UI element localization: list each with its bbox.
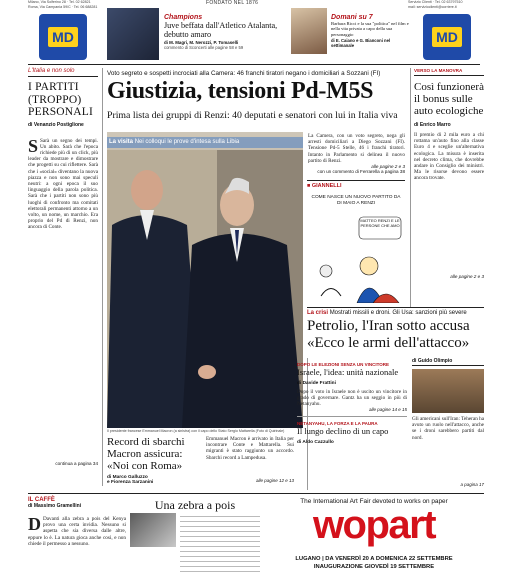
cartoon-caption: COME NASCE UN NUOVO PARTITO DA DI MAIO A RENZI	[311, 195, 401, 206]
ad-tagline: The International Art Fair devoted to works on paper	[300, 498, 448, 505]
iran-deck: Mostrati missili e droni. Gli Usa: sanzioni più severe	[329, 310, 467, 316]
photo-caption-top: Nei colloqui le prove d'intesa sulla Libia	[134, 139, 240, 145]
macron-text	[206, 436, 294, 483]
teaser-right[interactable]	[331, 14, 413, 48]
olimpio-page[interactable]: a pagina 17	[460, 482, 484, 487]
macron-body: Emmanuel Macron è arrivato in Italia per incontrare Conte e Mattarella. Sui migranti è stato raggiunto un accordo. Sbarchi record a Lampedusa.	[206, 436, 294, 461]
address-line: Roma, Via Campania 59/C · Tel. 06 688281	[28, 4, 98, 9]
masthead-address-left	[28, 0, 118, 9]
right-column	[414, 68, 484, 279]
teaser-page: commento di Sconcerti alle pagine 58 e 59	[164, 45, 244, 50]
israel-kicker: DOPO LE ELEZIONI SENZA UN VINCITORE	[297, 362, 390, 367]
cartoon-label-text: GIANNELLI	[311, 183, 342, 189]
macron-headline[interactable]: Record di sbarchi Macron assicura: «Noi con Roma»	[107, 436, 185, 472]
zebra-photo	[130, 513, 176, 547]
section-label: VERSO LA MANOVRA	[414, 68, 484, 76]
teaser-left[interactable]	[164, 14, 289, 50]
side-more[interactable]: con un commento di Ferrarella a pagina 38	[317, 169, 405, 175]
photo-credit: Il presidente francese Emmanuel Macron (a sinistra) con il capo dello Stato Sergio Mattarella (Foto di Quirinale)	[107, 429, 285, 433]
macron-page[interactable]: alle pagine 12 e 13	[255, 478, 294, 483]
caffe-text: Davanti alla zebra a pois del Kenya provo una certa invidia. Nessuno si aspetta che sia diversa dalle altre, eppure lo è. La natura gioca anche così, e non chiede il permesso a nessuno.	[28, 516, 126, 547]
photo-kicker-bar	[107, 137, 303, 148]
teaser-title: Barbara Ricci e la sua "politica" nel film e nella vita privata a capo della sua personaggio	[331, 21, 409, 37]
masthead-divider	[28, 64, 480, 65]
caffe-label: IL CAFFÈ	[28, 497, 55, 503]
main-side-text	[308, 133, 405, 174]
caffe-title[interactable]: Una zebra a pois	[154, 498, 236, 512]
ad-line-2: INAUGURAZIONE GIOVEDÌ 19 SETTEMBRE	[313, 564, 435, 570]
teaser-photo-left	[107, 8, 159, 60]
cartoon-label: ■ GIANNELLI	[307, 183, 342, 189]
teaser-byline: di M. Magri, M. Nerozzi, P. Tomaselli	[164, 40, 239, 45]
netanyahu-kicker: NETANYAHU, LA FORZA E LA PAURA	[297, 421, 378, 427]
side-body: La Camera, con un voto segreto, nega gli arresti domiciliari a Diego Sozzani (FI). Tensione Pd-5 Stelle, 46 i franchi tiratori. Intanto in Parlamento si delinea il nuovo partito di Renzi.	[308, 133, 405, 164]
dropcap: S	[28, 137, 39, 156]
ad-line-1: LUGANO | DA VENERDÌ 20 A DOMENICA 22 SETTEMBRE	[295, 556, 453, 562]
israel-byline: di Davide Frattini	[297, 380, 336, 386]
right-byline: di Enrico Marro	[414, 122, 451, 128]
olimpio-photo	[412, 369, 484, 413]
logo-text: MD	[48, 27, 78, 47]
teaser-byline: di E. Caiano e G. Bianconi nel settimanale	[331, 38, 391, 49]
caffe-byline: di Massimo Gramellini	[28, 503, 82, 509]
logo-text: MD	[432, 27, 462, 47]
cartoon-bubble: MATTEO RENZI E LE PERSONE CHE AMO	[360, 218, 400, 228]
caffe-body	[28, 516, 126, 576]
ad-wopart[interactable]	[264, 497, 484, 580]
md-logo-left	[39, 14, 87, 60]
main-deck: Voto segreto e sospetti incrociati alla Camera: 46 franchi tiratori negano i domiciliari a Sozzani (FI)	[107, 70, 381, 77]
israel-story	[297, 362, 407, 445]
teaser-photo-right	[291, 8, 327, 54]
olimpio-byline: di Guido Olimpio	[412, 358, 484, 366]
teaser-kicker: Domani su 7	[331, 14, 373, 21]
founded-label: FONDATO NEL 1876	[206, 0, 259, 6]
caffe-body-cont	[180, 516, 260, 576]
macron-story	[107, 436, 203, 485]
divider	[297, 416, 407, 417]
editorial-text: Sarà un segno dei tempi. Un abito. Sarà che l'epoca richiede più di un click, più leader da mostrare e dimostrare che progetti su cui riflettere. Sarà che i «social» diventano la nuova piazza e non sono mai speculi neutri: a ogni epoca il suo linguaggio della parola politica. Sarà che i partiti non sono più luoghi di confronto ma comitati elettorali permanenti attorno a un volto, un nome, un marchio. Era proprio del Pd di Renzi, non ancora di Conte.	[28, 137, 98, 231]
dropcap: D	[28, 516, 41, 534]
masthead-address-right	[408, 0, 498, 9]
olimpio-story	[412, 358, 484, 487]
olimpio-body: Gli americani sull'Iran: Teheran ha avuto un ruolo nell'attacco, anche se i droni sarebbero partiti dal nord.	[412, 416, 484, 441]
macron-byline-2: e Fiorenza Sarzanini	[107, 480, 154, 485]
editorial-title[interactable]: I PARTITI (TROPPO) PERSONALI	[28, 81, 94, 118]
continue-link[interactable]: continua a pagina 34	[55, 460, 98, 466]
photo-kicker: La visita	[109, 139, 134, 145]
address-line: Milano, Via Solferino 28 · Tel. 02 62821	[28, 0, 91, 4]
editorial-body	[28, 138, 98, 458]
address-line: mail: servizioclienti@corriere.it	[408, 4, 457, 9]
israel-headline[interactable]: Israele, l'idea: unità nazionale	[297, 367, 399, 377]
right-page[interactable]: alle pagine 2 e 3	[450, 274, 484, 279]
editorial-byline: di Venanzio Postiglione	[28, 121, 84, 128]
side-page[interactable]: alle pagine 2 e 3	[371, 164, 405, 170]
section-divider	[307, 307, 484, 308]
macron-byline-1: di Marco Galluzzo	[107, 475, 148, 480]
right-title[interactable]: Così funzionerà il bonus sulle auto ecologiche	[414, 81, 484, 117]
cartoon-box	[307, 180, 405, 305]
teaser-kicker: Champions	[164, 14, 203, 21]
israel-page[interactable]: alle pagine 14 e 15	[368, 407, 407, 413]
main-subhead: Prima lista dei gruppi di Renzi: 40 deputati e senatori con lui in Italia viva	[107, 110, 398, 121]
israel-body: Dopo il voto in Israele non è uscito un vincitore in grado di governare. Gantz ha un seggio in più di Netanyahu.	[297, 388, 407, 407]
column-divider	[102, 68, 103, 486]
main-photo[interactable]	[107, 132, 303, 428]
iran-headline[interactable]: Petrolio, l'Iran sotto accusa «Ecco le armi dell'attacco»	[307, 318, 470, 351]
iran-story	[307, 310, 484, 351]
md-logo-right	[423, 14, 471, 60]
netanyahu-headline[interactable]: Il lungo declino di un capo	[297, 426, 389, 437]
netanyahu-byline: di Aldo Cazzullo	[297, 439, 334, 445]
column-divider	[410, 68, 411, 308]
teaser-title: Juve beffata dall'Atletico Atalanta, debutto amaro	[164, 21, 278, 39]
right-body: Il premio di 2 mila euro a chi rottama un'auto fino alla classe Euro 4 e sceglie un'alternativa ecologica. La misura è inserita nel decreto clima, che dovrebbe andare in Consiglio dei ministri. Ma le risorse devono essere ancora trovate.	[414, 132, 484, 182]
bottom-divider	[28, 493, 484, 494]
left-column	[28, 68, 98, 466]
iran-kicker: La crisi	[307, 310, 329, 316]
section-label: L'Italia e non solo	[28, 68, 98, 77]
address-line: Servizio Clienti · Tel. 02 63797510	[408, 0, 463, 4]
main-headline[interactable]: Giustizia, tensioni Pd-M5S	[107, 78, 374, 104]
ad-logo: wopart	[312, 503, 436, 547]
photo-figures	[107, 150, 303, 428]
